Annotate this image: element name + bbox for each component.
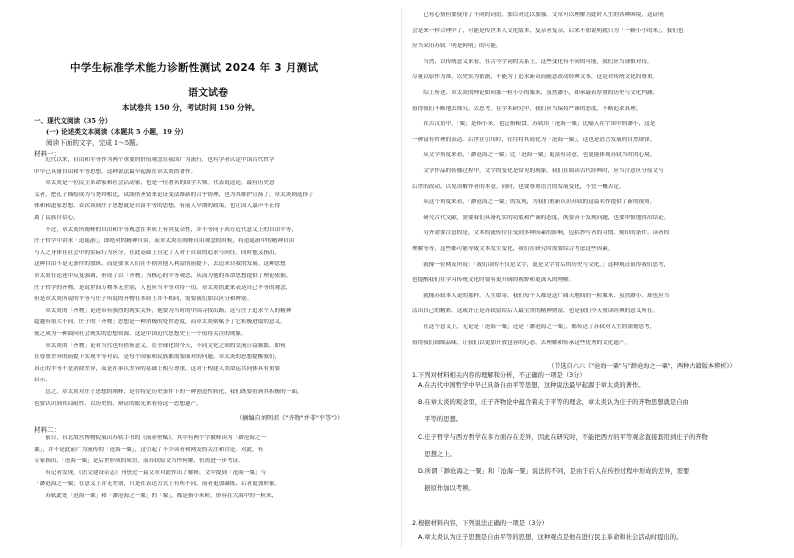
subject-title: 语文试卷 bbox=[188, 88, 228, 99]
text-line: 与人之身体在社会中的实际行为区分，在此基础上肯定了人对于自由的追求与向往。同时他又指出， bbox=[34, 249, 281, 256]
left-source-caption: （摘编自刘明君《"齐物"并非"平等"》） bbox=[236, 415, 344, 422]
text-line: 从文学角度来看，「渺沧海之一粟」比「沧海一粟」更富有诗意，也更能体现苏轼当时的心境。 bbox=[412, 152, 656, 159]
material2-label: 材料二： bbox=[34, 426, 61, 434]
answer-option: A.章太炎认为庄子思想是自由平等的思想，这种观点是他在进行民主革命和社会活动时提出的。 bbox=[418, 534, 683, 541]
text-line: 会是来一样合理中了，可能是传世本人文化版本，复杂者复杂，后来不加说明就只为「一颗小小的米」，我们也 bbox=[412, 27, 684, 34]
text-line: 粟」，并不是此前广为流传的「沧海一粟」，这引起了不少读者和网友的关注和讨论。对此，有 bbox=[34, 446, 264, 453]
text-line: 文学作品的传播过程中，文字的变化是常见的现象。我们在阅读古代经典时，应当注意区分原文与 bbox=[412, 168, 664, 174]
answer-option: D.所谓「渺沧海之一粟」和「沧海一粟」说法的不同，是由于后人在传抄过程中形成的差异，需要 bbox=[418, 468, 690, 475]
text-line: 综上所述，章太炎的理论如同那一粒小小的粟米，虽然渺小，却承载着厚重的历史与文化内涵， bbox=[412, 90, 659, 96]
text-line: 应当采用苏轼「明是阿明」的可能。 bbox=[412, 43, 502, 50]
instruction-text: 阅读下面的文字，完成 1～5题。 bbox=[46, 139, 143, 147]
part1-subheading: (一) 论述类文本阅读（本题共 5 小题，19 分） bbox=[46, 128, 188, 136]
text-line: 从这个角度来看，「渺沧海之一粟」的发现，为我们重新认识苏轼的这篇名作提供了新的视角。 bbox=[412, 199, 656, 206]
answer-option: 平等的思想。 bbox=[418, 416, 463, 424]
text-line: 另外需要注意的是，文本的流传往往受到多种因素的影响，包括抄写者的习惯、刻印的条件、读者的 bbox=[412, 230, 670, 237]
part1-heading: 一、现代文阅读（35 分） bbox=[34, 117, 112, 125]
text-line: 近代以来，自由和平等作为两个重要的价值观念在我国广为流行，也有学者认定中国古代哲学 bbox=[34, 157, 275, 163]
text-line: 已有心情但要使用了不同的词语，加以对比以加强。文章可以理解为此时人生的各种困境，这证明 bbox=[412, 12, 664, 18]
exam-meta: 本试卷共 150 分，考试时间 150 分钟。 bbox=[122, 103, 260, 112]
text-line: 就像苏轼本人说的那样，人生如寄，我们每个人都是这广阔天地间的一粒粟米，虽然渺小，却也应当 bbox=[412, 292, 670, 299]
text-line: 值得我们细细品味。让我们以更加开放包容的心态，去理解和传承这些优秀的文化遗产。 bbox=[412, 339, 631, 346]
text-line: 「渺沧海之一粟」在意义上并无差别，只是在表达方式上有所不同，前者更加凝练，后者更加形象。 bbox=[34, 481, 281, 488]
text-line: 一种富有哲理的表达。后世在引用时，往往将其简化为「沧海一粟」，这也是语言发展的自然规律。 bbox=[412, 136, 656, 143]
text-line: 义者，把孔子描绘成为与尧舜相比，试图借圣贤来论证变法维新的合乎情理，也为其维护宣扬了，章太炎则选择了 bbox=[34, 191, 314, 198]
answer-option: B.在章太炎的观念里，庄子齐物论中蕴含着关于平等的理念，章太炎认为庄子的齐物思想就是自由 bbox=[418, 399, 689, 407]
text-line: 章太炎是一位民主革命家和社会活动家，也是一位著名的国学大师。代表说这论，最有历史意 bbox=[34, 180, 275, 187]
text-line: 离了民族自信心。 bbox=[34, 215, 79, 221]
text-line: 章太炎的「齐物」论述带有强烈的现实关怀，他要为当时的中国寻找出路，这与庄子追求个人的精神 bbox=[34, 307, 292, 314]
answer-option: C.庄子哲学与西方哲学在多方面存在差异，因此在研究时，不能把西方的平等观念直接套用到庄子的齐物 bbox=[418, 433, 708, 441]
text-line: 也提醒我们在学习传统文化时要有更开阔的视野和更深入的理解。 bbox=[412, 277, 575, 284]
text-line: 活出自己的精彩。这或许正是苏轼留给后人最宝贵的精神财富，也是我们今天重读经典的意义所在。 bbox=[412, 308, 659, 315]
text-line: 也要认识到其局限性，以历史的、辩证的眼光来看待这一思想遗产。 bbox=[34, 400, 202, 407]
right-source-caption: （节选自六六《"沧海一粟"与"渺沧海之一粟"，两种古籍版本辨析》） bbox=[548, 363, 736, 370]
text-line: 前日，台北故宫博物院展出苏轼手书的《前赤壁赋》，其中有两个字被释读为「渺沧海之一 bbox=[34, 435, 267, 441]
text-line: 苏轼此处「沧海一粟」和「渺沧海之一粟」的「粟」，都是指小米粒，形容在大海中的一粒米， bbox=[34, 493, 278, 499]
answer-option: A.在古代中国哲学中早已具备自由平等思想，这种说法最早起源于章太炎的著作。 bbox=[418, 382, 645, 389]
text-line: 超越有很大不同。庄子的「齐物」思想是一种消极的处世态度，而章太炎则赋予了它积极进取的意义， bbox=[34, 319, 286, 326]
answer-option: 据原作加以考辨。 bbox=[418, 485, 475, 493]
exam-title: 中学生标准学术能力诊断性测试 2024 年 3 月测试 bbox=[70, 62, 319, 74]
question-1: 1.下列对材料相关内容的理解和分析，不正确的一项是（3分） bbox=[412, 372, 586, 379]
text-line: 尽量以原作为准，以史实为依据，不能为了追求新奇而随意改动经典文本，这是对传统文化的尊重。 bbox=[412, 74, 659, 81]
column-divider bbox=[401, 8, 402, 548]
text-line: 值得我们不断地去探究、去思考。在学术研究中，我们应当保持严谨的态度，不断追求真理。 bbox=[412, 105, 642, 112]
text-line: 章太炎在论述中反复强调，形成了以「齐物」为核心的平等观念，从而为他的革命思想提供了理论依据。 bbox=[34, 273, 292, 279]
text-line: 就像一位网友所说：「我们读的不仅是文字，更是文字背后的历史与文化。」这种观点值得我们思考， bbox=[412, 261, 670, 268]
text-line: 庄子哲学中讲求「逍遥游」，即绝对的精神自由。而章太炎在阐释自由观念的时候，将逍遥游中的精神自由 bbox=[34, 238, 295, 245]
text-line: 总之，章太炎对庄子思想的阐释，是在特定历史条件下的一种创造性转化，我们既要看到其积极的一面， bbox=[34, 389, 303, 395]
material1-label: 材料一： bbox=[34, 150, 61, 158]
text-line: 在尊重差异的前提下实现平等对话，是每个国家和民族都需要面对的问题。章太炎的思想提醒我们， bbox=[34, 354, 281, 361]
text-line: 真正的平等不是消除差异，而是在承认差异的基础上相互尊重，这对于构建人类命运共同体具有重要 bbox=[34, 365, 281, 372]
text-line: 后世的改动，以免误解作者的本意。同时，也要尊重语言的发展变化，不宜一概否定。 bbox=[412, 183, 625, 190]
text-line: 庄子哲学的齐物，是说世间万物本无差别，人也应当平等对待一切。章太炎借此来表达自己平等的观念， bbox=[34, 284, 292, 291]
text-line: 在古汉语中，「粟」是指小米，也泛指粮食。苏轼用「沧海一粟」比喻人在宇宙中的渺小，这是 bbox=[412, 121, 656, 128]
text-line: 研究古代文献，需要我们具备扎实的功底和严谨的态度，既要善于发现问题，也要审慎地得出结论。 bbox=[412, 214, 670, 221]
text-line: 体和和道家思想。首次谈到庄子思想就是自由平等的思想，有前人早期的政策，也让国人嘉声不止得 bbox=[34, 203, 281, 210]
text-line: 使之成为一种面向社会现实的思想资源。这是中国近代思想史上一个值得关注的现象。 bbox=[34, 331, 247, 337]
text-line: 这种自由不是无条件的放纵，而是要求人们在不损害他人利益的前提下，去追求自我的发展。这种思想 bbox=[34, 261, 286, 268]
text-line: 理解等等，这些都可能导致文本发生变化，我们在研究时需要综合考虑这些因素。 bbox=[412, 246, 614, 252]
text-line: 在这个意义上，无论是「沧海一粟」还是「渺沧海之一粟」，都传达了苏轼对人生的深刻思考， bbox=[412, 324, 656, 330]
text-line: 但是章太炎所说的平等与庄子所说的齐物在本质上并不相同，需要我们加以区分和辨别。 bbox=[34, 296, 253, 303]
text-line: 启示。 bbox=[34, 377, 51, 384]
text-line: 当然，以传统意义来看，在古今字词的关系上，这些变化有不同的可能，我们应当谨慎对待， bbox=[412, 58, 653, 65]
answer-option: 思想之上。 bbox=[418, 450, 456, 458]
text-line: 专家指出，「沧海一粟」是后世形成的成语，而苏轼原文当作何解，仍需进一步考证。 bbox=[34, 458, 244, 465]
text-line: 章太炎的「齐物」论对当代也有借鉴意义。在全球化的今天，不同文化之间的交流日益频繁，如何 bbox=[34, 342, 286, 349]
text-line: 不过，章太炎所阐释的自由和平等观念在本质上有其复杂性，并不等同于西方近代意义上的自由平等， bbox=[34, 226, 297, 233]
question-2: 2.根据材料内容，下列说法正确的一项是（3分） bbox=[412, 520, 548, 527]
text-line: 有记者发现，《语文建设杂志》刊登过一篇文章对此作出了解释，文中提到「沧海一粟」与 bbox=[34, 469, 267, 476]
text-line: 中早已具备自由和平等思想，这种说法最早起源在章太炎的著作。 bbox=[34, 168, 197, 175]
